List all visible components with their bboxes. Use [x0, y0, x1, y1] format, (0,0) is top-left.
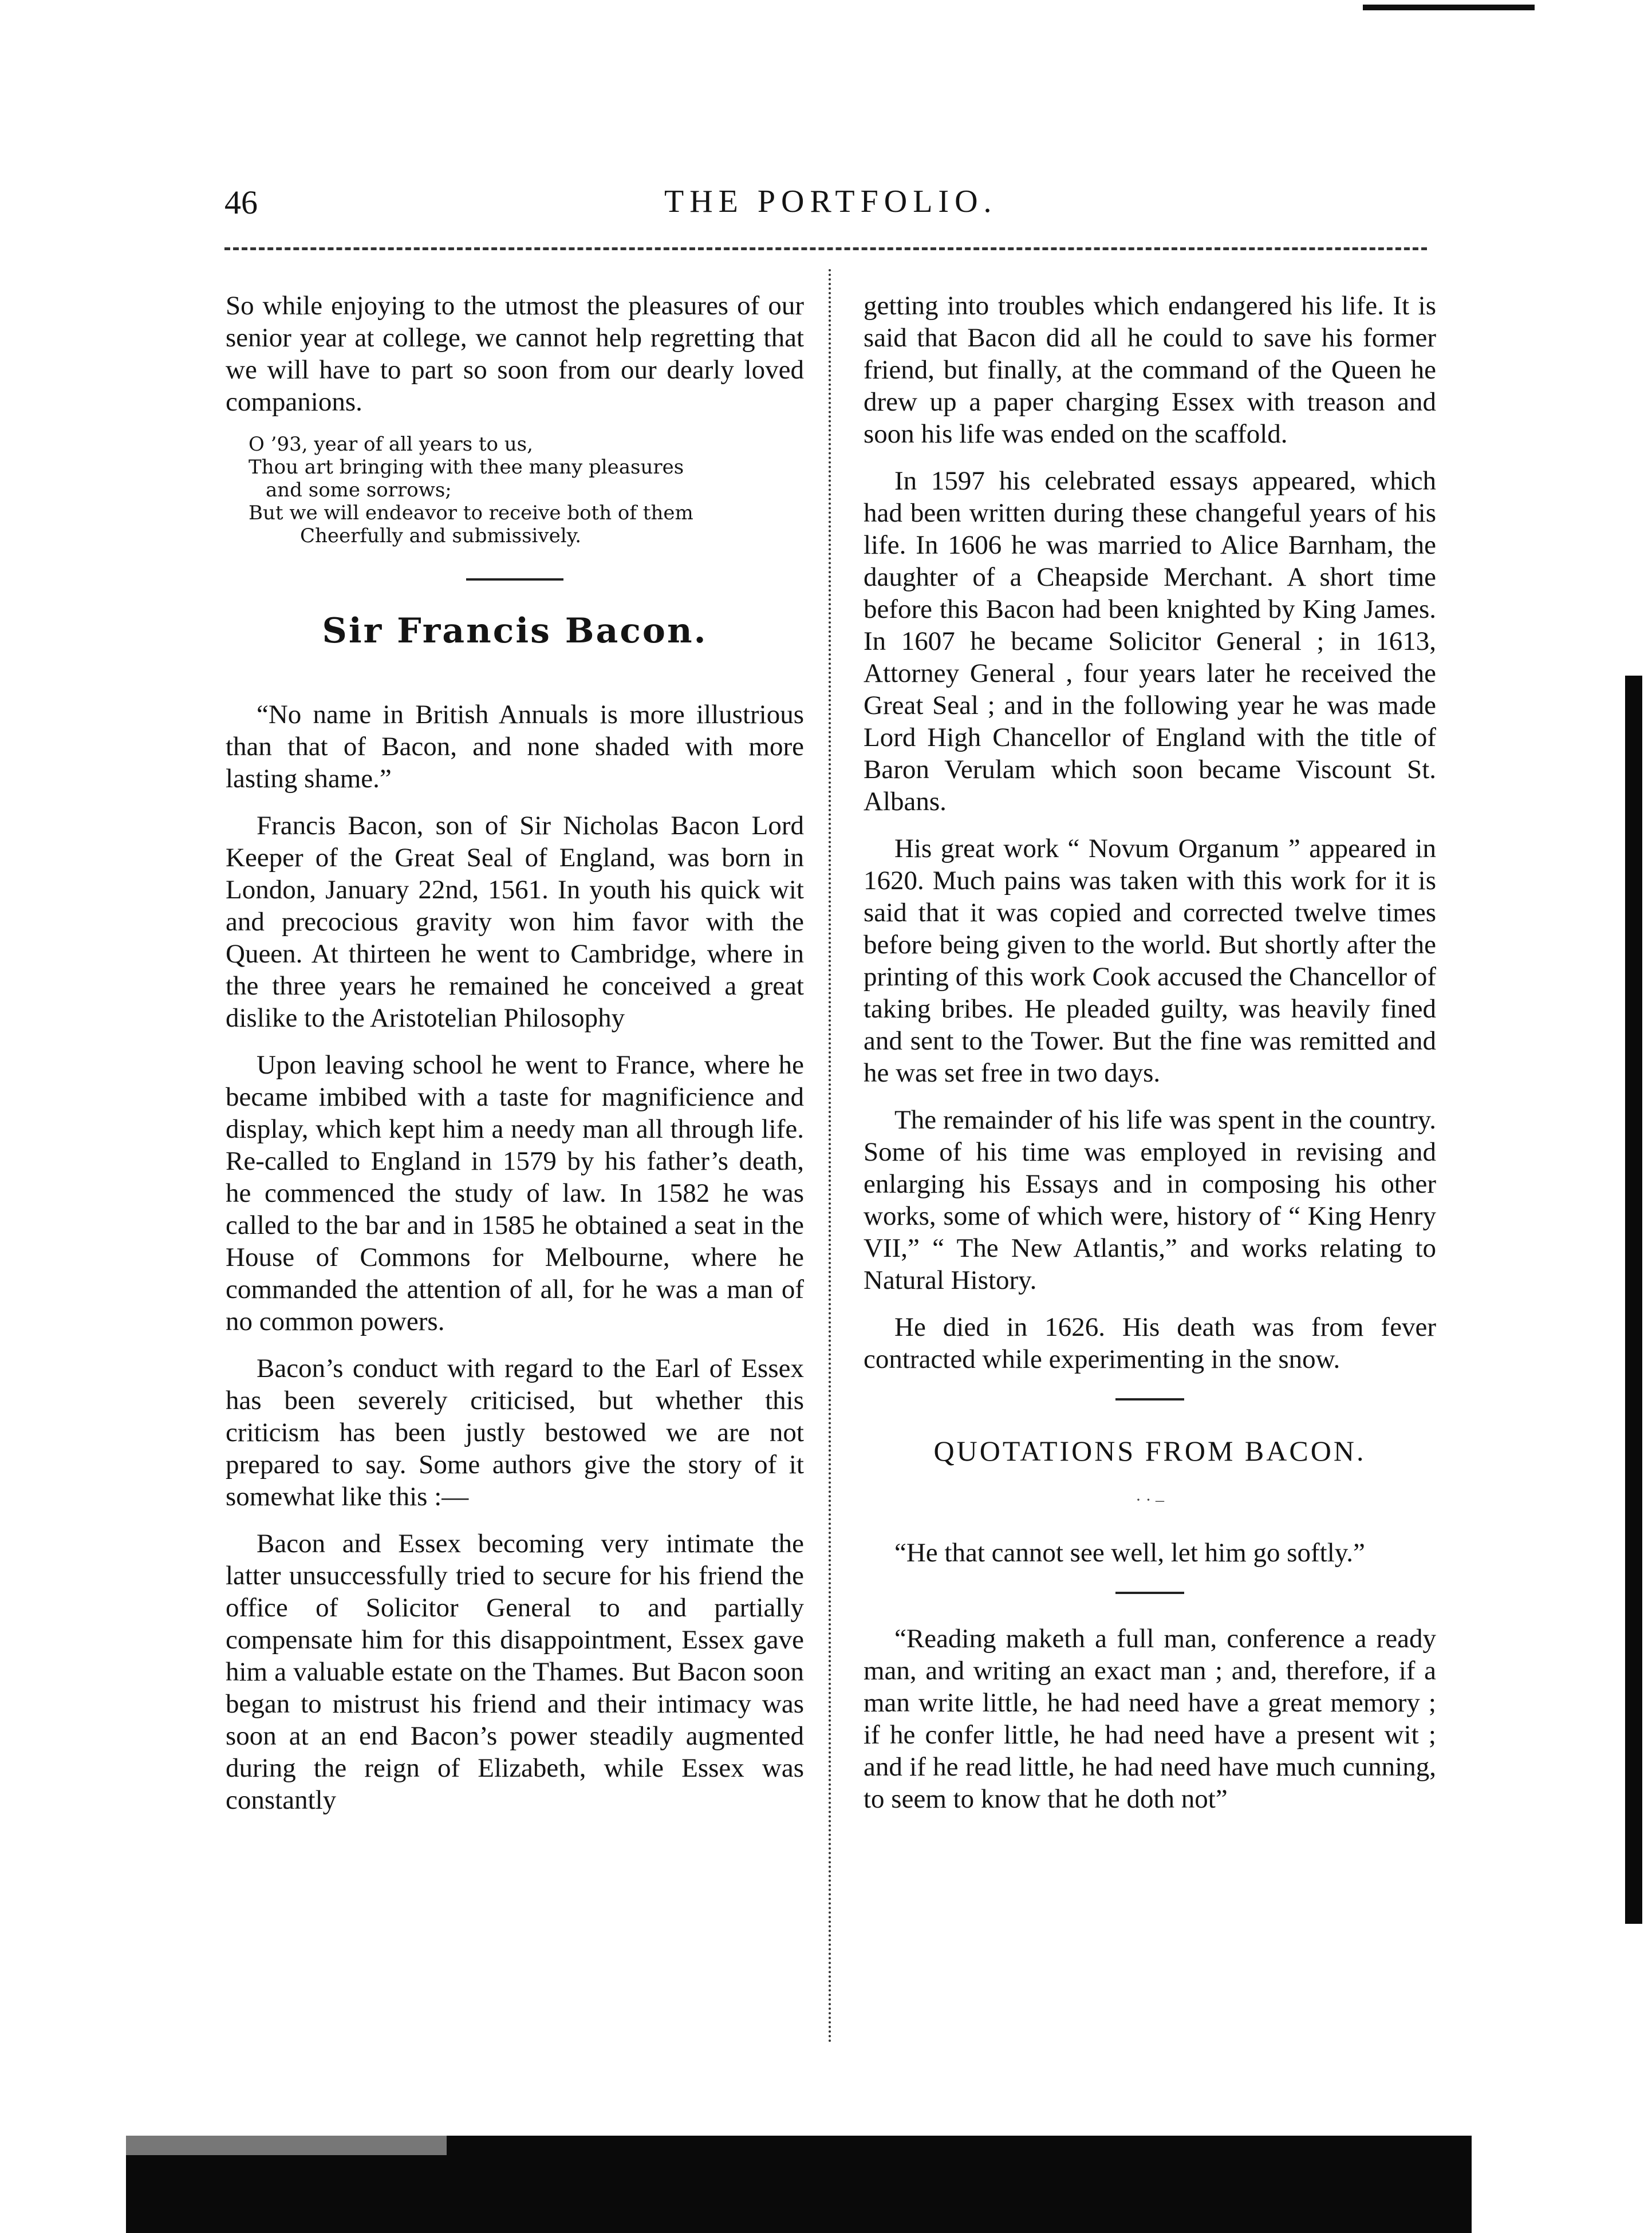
scan-edge-shadow-right [1625, 676, 1642, 1924]
article-title: Sir Francis Bacon. [322, 611, 708, 651]
quotations-heading: QUOTATIONS FROM BACON. [933, 1435, 1366, 1467]
poem-line: But we will endeavor to receive both of them [249, 502, 693, 524]
class-poem [249, 433, 804, 547]
running-title: THE PORTFOLIO. [664, 184, 997, 219]
quotation-divider [1115, 1592, 1184, 1594]
quotation: “Reading maketh a full man, conference a ready man, and writing an exact man ; and, therefore, if a man write little, he had need have a great memory ; if he confer little, he had need have a present wit ; and if he read little, he had need have much cunning, to seem to know that he doth not” [864, 1624, 1436, 1814]
body-paragraph: Francis Bacon, son of Sir Nicholas Bacon Lord Keeper of the Great Seal of England, was born in London, January 22nd, 1561. In youth his quick wit and precocious gravity won him favor with the Queen. At thirteen he went to Cambridge, where in the three years he remained he conceived a great dislike to the Aristotelian Philosophy [226, 811, 804, 1033]
section-divider [1115, 1398, 1184, 1400]
header-rule [224, 247, 1427, 250]
heading-ornament: · · – [1135, 1490, 1164, 1509]
body-paragraph: He died in 1626. His death was from fever contracted while experimenting in the snow. [864, 1312, 1436, 1374]
body-paragraph: getting into troubles which endangered his life. It is said that Bacon did all he could to save his former friend, but finally, at the command of the Queen he drew up a paper charging Essex with treason and soon his life was ended on the scaffold. [864, 291, 1436, 449]
body-paragraph: “No name in British Annuals is more illustrious than that of Bacon, and none shaded with more lasting shame.” [226, 700, 804, 794]
column-divider [829, 269, 831, 2044]
body-paragraph: Bacon and Essex becoming very intimate the latter unsuccessfully tried to secure for his friend the office of Solicitor General to and partially compensate him for this disappointment, Essex gave him a valuable estate on the Thames. But Bacon soon began to mistrust his friend and their intimacy was soon at an end Bacon’s power steadily augmented during the reign of Elizabeth, while Essex was constantly [226, 1529, 804, 1815]
body-paragraph: His great work “ Novum Organum ” appeared in 1620. Much pains was taken with this work for it is said that it was copied and corrected twelve times before being given to the world. But shortly after the printing of this work Cook accused the Chancellor of taking bribes. He pleaded guilty, was heavily fined and sent to the Tower. But the fine was remitted and he was set free in two days. [864, 834, 1436, 1088]
poem-line: and some sorrows; [266, 479, 452, 502]
top-edge-rule [1363, 5, 1535, 10]
left-column [226, 290, 804, 1831]
page-number: 46 [224, 184, 258, 221]
quotation: “He that cannot see well, let him go softly.” [894, 1538, 1365, 1568]
section-divider [466, 578, 563, 581]
body-paragraph: Upon leaving school he went to France, where he became imbibed with a taste for magnificience and display, which kept him a needy man all through life. Re-called to England in 1579 by his father’s death, he commenced the study of law. In 1582 he was called to the bar and in 1585 he obtained a seat in the House of Commons for Melbourne, where he commanded the attention of all, for he was a man of no common powers. [226, 1050, 804, 1336]
body-paragraph: In 1597 his celebrated essays appeared, which had been written during these changeful years of his life. In 1606 he was married to Alice Barnham, the daughter of a Cheapside Merchant. A short time before this Bacon had been knighted by King James. In 1607 he became Solicitor General ; in 1613, Attorney General , four years later he received the Great Seal ; and in the following year he was made Lord High Chancellor of England with the title of Baron Verulam which soon became Viscount St. Albans. [864, 466, 1436, 816]
poem-line: Thou art bringing with thee many pleasures [249, 456, 684, 479]
body-paragraph: The remainder of his life was spent in the country. Some of his time was employed in revising and enlarging his Essays and in composing his other works, some of which were, history of “ King Henry VII,” “ The New Atlantis,” and works relating to Natural History. [864, 1105, 1436, 1295]
scan-edge-fade [126, 2136, 447, 2155]
scan-edge-shadow-bottom [126, 2136, 1472, 2233]
right-column [864, 290, 1436, 1830]
poem-line: Cheerfully and submissively. [300, 524, 582, 547]
poem-line: O ’93, year of all years to us, [249, 433, 533, 456]
body-paragraph: Bacon’s conduct with regard to the Earl of Essex has been severely criticised, but whether this criticism has been justly bestowed we are not prepared to say. Some authors give the story of it somewhat like this :— [226, 1354, 804, 1512]
intro-paragraph: So while enjoying to the utmost the pleasures of our senior year at college, we cannot help regretting that we will have to part so soon from our dearly loved companions. [226, 291, 804, 417]
